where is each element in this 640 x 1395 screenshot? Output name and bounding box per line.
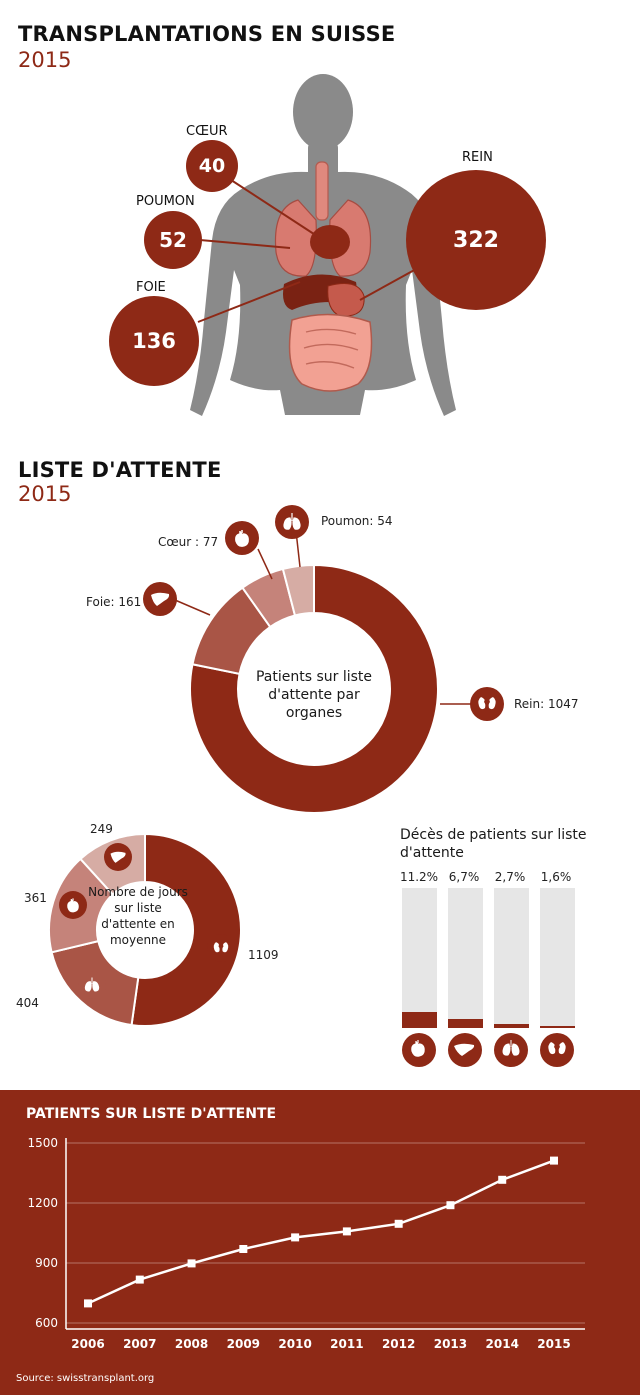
kidney-count-circle: [406, 170, 546, 310]
days-label-heart: 361: [24, 891, 47, 905]
organ-label-liver: FOIE: [136, 280, 166, 295]
deaths-label-heart: 11.2%: [399, 870, 439, 884]
days-label-kidney: 1109: [248, 948, 279, 962]
trend-point: [188, 1259, 196, 1267]
trend-ytick-label: 1500: [27, 1136, 58, 1150]
trend-point: [291, 1233, 299, 1241]
section1-year: 2015: [18, 48, 72, 72]
heart-count-value: 40: [198, 155, 226, 177]
days-label-liver: 249: [90, 822, 113, 836]
kidney-icon: [211, 938, 231, 958]
organ-connectors: [0, 0, 640, 440]
days-label-lung: 404: [16, 996, 39, 1010]
liver-icon: [108, 847, 128, 867]
kidney-icon: [475, 692, 499, 716]
trend-point: [446, 1201, 454, 1209]
heart-icon: [230, 526, 254, 550]
lungs-icon: [494, 1033, 528, 1067]
death-bar-track: [402, 888, 437, 1028]
organ-label-kidney: REIN: [462, 150, 493, 165]
section2-year: 2015: [18, 482, 72, 506]
deaths-label-kidney: 1,6%: [540, 870, 572, 884]
trend-xtick-label: 2012: [381, 1337, 416, 1351]
death-bar-fill: [540, 1026, 575, 1028]
deaths-label-lung: 2,7%: [494, 870, 526, 884]
trend-xtick-label: 2011: [330, 1337, 364, 1351]
lungs-icon: [280, 510, 304, 534]
organ-label-lung: POUMON: [136, 194, 195, 209]
waiting-trend-panel: [0, 1090, 640, 1395]
waiting-by-organ-donut: [0, 495, 640, 815]
donut2-center-label: Nombre de jours sur liste d'attente en moyenne: [88, 885, 188, 947]
slice-label-heart: Cœur : 77: [158, 535, 219, 549]
trend-xtick-label: 2006: [71, 1337, 105, 1351]
trend-xtick-label: 2007: [123, 1337, 157, 1351]
trend-xtick-label: 2013: [433, 1337, 468, 1351]
trend-line-chart: [0, 1090, 640, 1395]
deaths-label-liver: 6,7%: [448, 870, 480, 884]
kidney-count-value: 322: [453, 227, 499, 253]
death-bar-fill: [448, 1019, 483, 1028]
lung-count-circle: [144, 211, 202, 269]
heart-count-circle: [186, 140, 238, 192]
kidney-icon: [540, 1033, 574, 1067]
trend-xtick-label: 2015: [537, 1337, 571, 1351]
section1-title: TRANSPLANTATIONS EN SUISSE: [18, 22, 396, 46]
trend-ytick-label: 600: [35, 1316, 58, 1330]
trend-point: [84, 1299, 92, 1307]
trend-xtick-label: 2008: [174, 1337, 209, 1351]
organ-label-heart: CŒUR: [186, 124, 228, 139]
source-note: Source: swisstransplant.org: [16, 1373, 155, 1384]
section2-title: LISTE D'ATTENTE: [18, 458, 222, 482]
trend-point: [395, 1220, 403, 1228]
lung-count-value: 52: [159, 228, 187, 252]
death-bar-fill: [494, 1024, 529, 1028]
slice-label-liver: Foie: 161: [86, 595, 142, 609]
deaths-title: Décès de patients sur liste d'attente: [400, 827, 587, 861]
trend-point: [136, 1276, 144, 1284]
death-bar-track: [494, 888, 529, 1028]
slice-label-kidney: Rein: 1047: [514, 697, 579, 711]
trend-ytick-label: 900: [35, 1256, 58, 1270]
trend-point: [498, 1176, 506, 1184]
trend-point: [343, 1227, 351, 1235]
trend-ytick-label: 1200: [27, 1196, 58, 1210]
trend-title: PATIENTS SUR LISTE D'ATTENTE: [26, 1106, 277, 1122]
trend-xtick-label: 2014: [485, 1337, 519, 1351]
liver-count-value: 136: [132, 329, 176, 353]
death-bar-fill: [402, 1012, 437, 1028]
donut1-center-label: Patients sur liste d'attente par organes: [255, 669, 373, 721]
trend-series-line: [88, 1161, 554, 1304]
liver-count-circle: [109, 296, 199, 386]
death-bar-track: [540, 888, 575, 1028]
deaths-bar-chart: [398, 868, 588, 1068]
slice-label-lung: Poumon: 54: [321, 514, 393, 528]
liver-icon: [148, 587, 172, 611]
trend-point: [239, 1245, 247, 1253]
lungs-icon: [82, 975, 102, 995]
trend-xtick-label: 2009: [226, 1337, 261, 1351]
trend-point: [550, 1157, 558, 1165]
heart-icon: [63, 895, 83, 915]
death-bar-track: [448, 888, 483, 1028]
trend-xtick-label: 2010: [278, 1337, 312, 1351]
